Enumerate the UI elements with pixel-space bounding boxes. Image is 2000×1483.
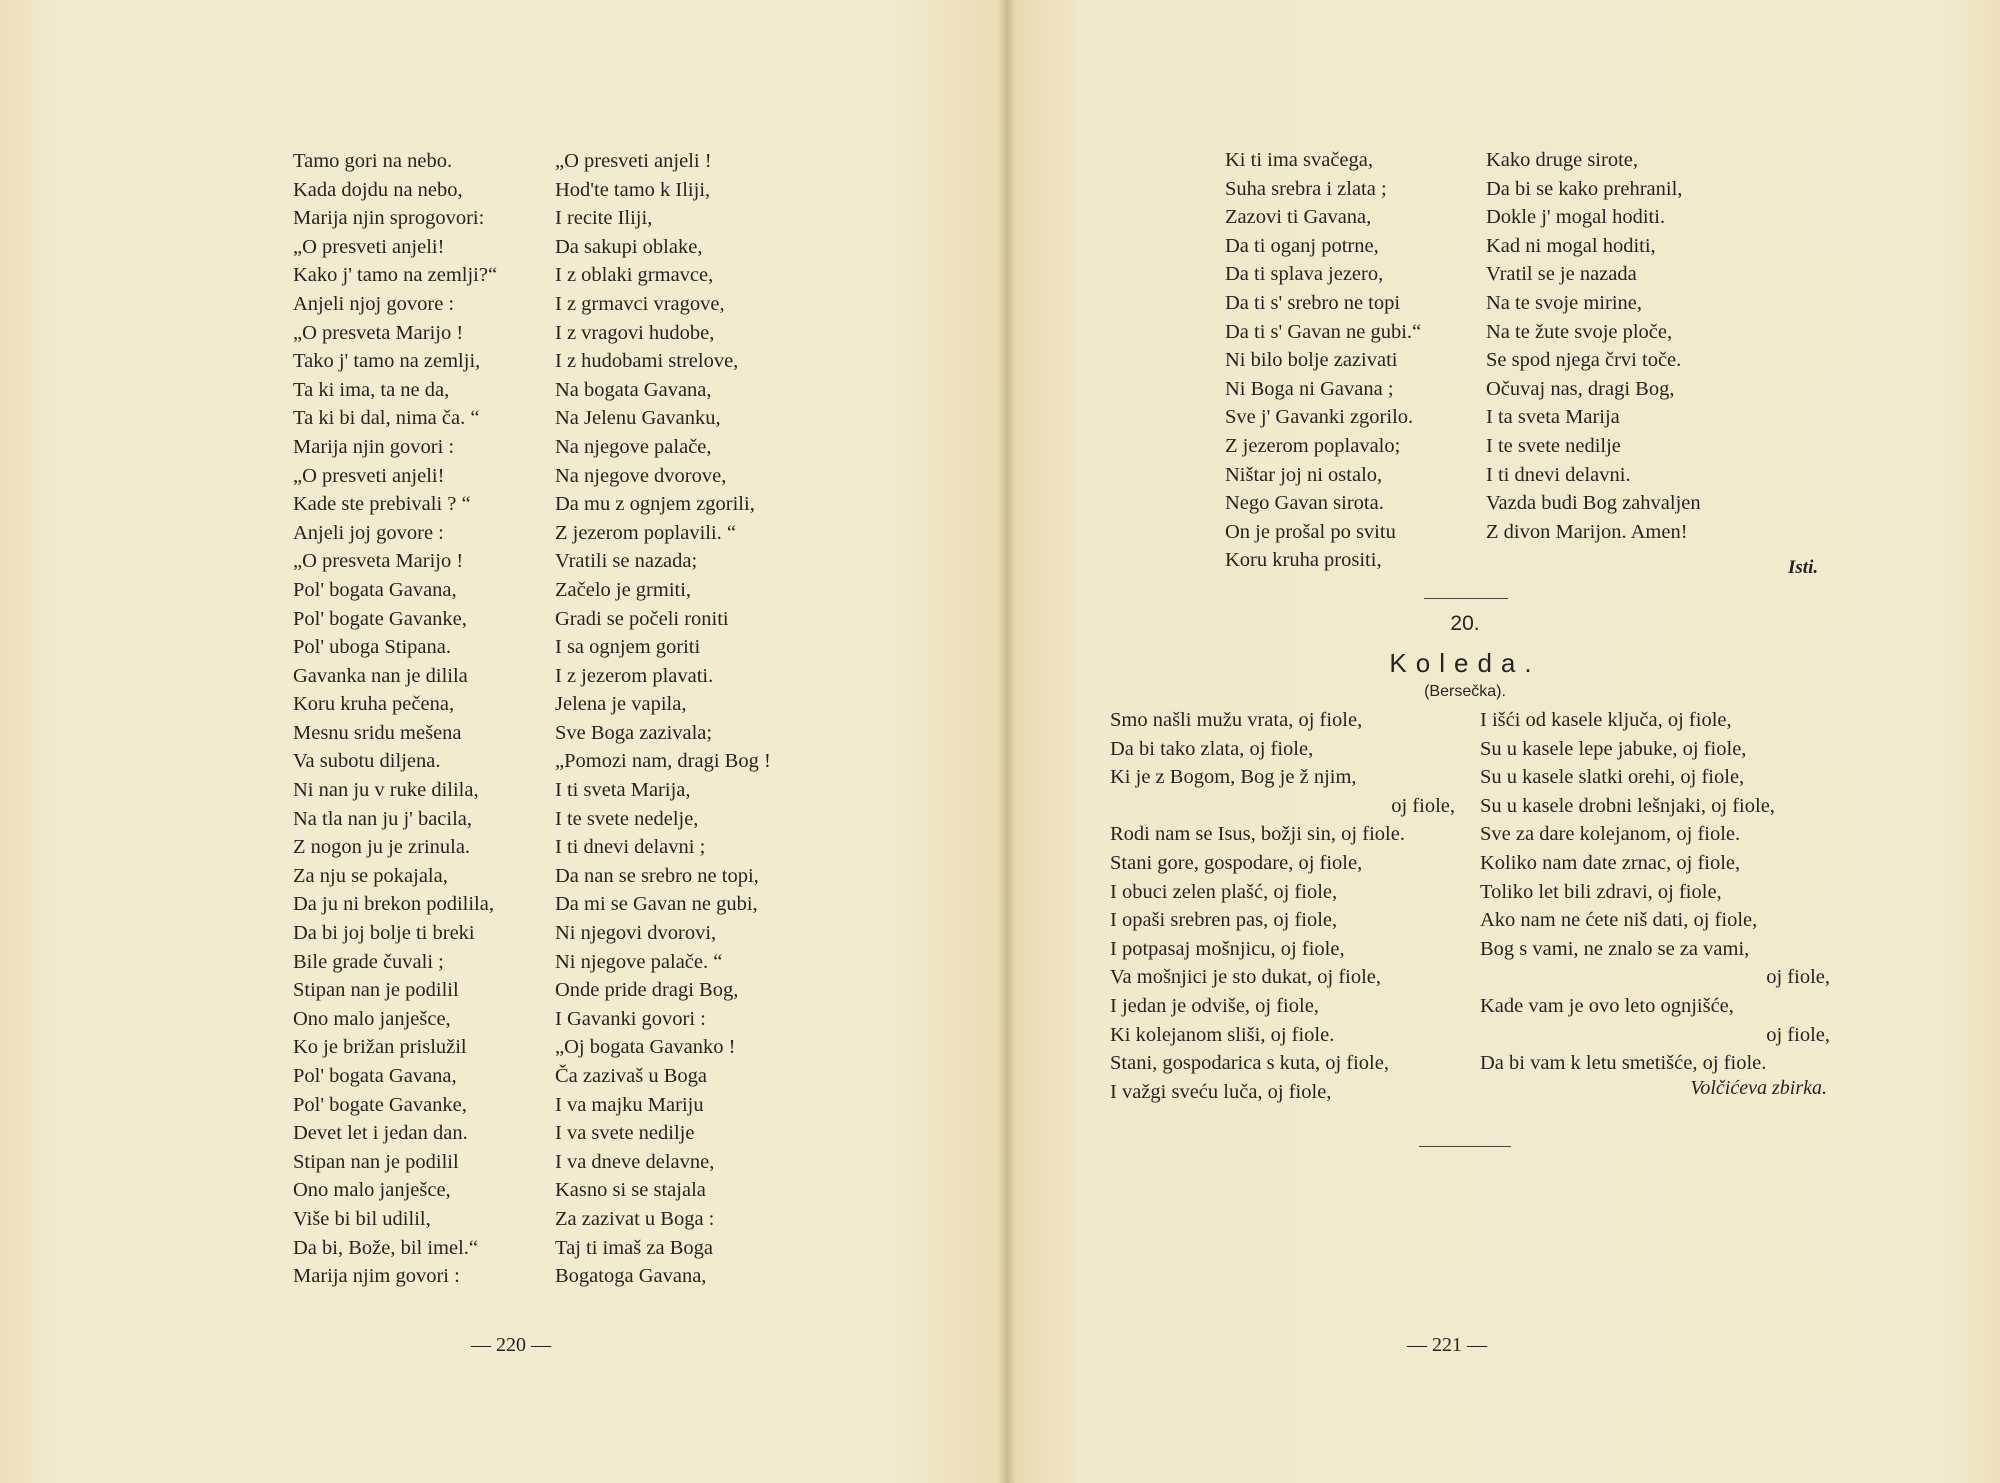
poem-line: I ti dnevi delavni ;: [555, 836, 706, 859]
poem-line: I jedan je odviše, oj fiole,: [1110, 994, 1319, 1017]
poem-line: Da bi tako zlata, oj fiole,: [1110, 737, 1314, 760]
poem-line: Za nju se pokajala,: [293, 864, 448, 887]
poem-line: I va dneve delavne,: [555, 1150, 715, 1173]
poem-line: Začelo je grmiti,: [555, 578, 692, 601]
poem-line: Marija njin sprogovori:: [293, 207, 485, 230]
left-poem-column-2: [555, 147, 840, 1291]
poem-line: Gradi se počeli roniti: [555, 607, 729, 630]
poem-line: Tako j' tamo na zemlji,: [293, 350, 481, 373]
poem-line: Kada dojdu na nebo,: [293, 178, 463, 201]
right-poem-column-2: [1486, 146, 1776, 546]
poem-line: I potpasaj mošnjicu, oj fiole,: [1110, 937, 1345, 960]
poem-line: I Gavanki govori :: [555, 1007, 706, 1030]
poem-line: Mesnu sridu mešena: [293, 721, 462, 744]
left-poem-column-1: [293, 147, 548, 1291]
poem-line: Su u kasele lepe jabuke, oj fiole,: [1480, 737, 1747, 760]
right-poem-column-1: [1225, 146, 1480, 575]
poem-line: I recite Iliji,: [555, 207, 653, 230]
poem-line: Stani gore, gospodare, oj fiole,: [1110, 851, 1363, 874]
poem-line: Vratili se nazada;: [555, 550, 698, 573]
poem-line: Koru kruha prositi,: [1225, 549, 1382, 572]
poem-line: Dokle j' mogal hoditi.: [1486, 206, 1666, 229]
poem-line: I va majku Mariju: [555, 1093, 704, 1116]
poem-line: Nego Gavan sirota.: [1225, 492, 1384, 515]
poem-line: Na bogata Gavana,: [555, 378, 712, 401]
poem-line: I obuci zelen plašć, oj fiole,: [1110, 880, 1338, 903]
poem-line: Koru kruha pečena,: [293, 693, 455, 716]
poem-line: Ta ki ima, ta ne da,: [293, 378, 450, 401]
poem-line: Da bi se kako prehranil,: [1486, 177, 1683, 200]
poem-line: Z jezerom poplavili. “: [555, 521, 737, 544]
poem-line: Devet let i jedan dan.: [293, 1122, 468, 1145]
poem-line: Ni Boga ni Gavana ;: [1225, 377, 1394, 400]
poem-line: Va mošnjici je sto dukat, oj fiole,: [1110, 966, 1382, 989]
poem-line: Da ti splava jezero,: [1225, 263, 1384, 286]
poem-line: oj fiole,: [1391, 794, 1455, 817]
poem-line: Rodi nam se Isus, božji sin, oj fiole.: [1110, 823, 1405, 846]
poem-line: I te svete nedelje,: [555, 807, 699, 830]
poem-line: Bogatoga Gavana,: [555, 1265, 707, 1288]
poem-line: Onde pride dragi Bog,: [555, 979, 739, 1002]
poem-line: Gavanka nan je dilila: [293, 664, 468, 687]
poem-line: Bile grade čuvali ;: [293, 950, 444, 973]
poem-line: Z nogon ju je zrinula.: [293, 836, 471, 859]
poem-line: „O presveta Marijo !: [293, 550, 464, 573]
poem-line: I z grmavci vragove,: [555, 292, 725, 315]
poem-line: Da ti oganj potrne,: [1225, 234, 1379, 257]
poem-line: I sa ognjem goriti: [555, 636, 701, 659]
poem-line: Ki je z Bogom, Bog je ž njim,: [1110, 766, 1357, 789]
poem-line: Su u kasele drobni lešnjaki, oj fiole,: [1480, 794, 1775, 817]
poem-line: Da ju ni brekon podilila,: [293, 893, 494, 916]
poem-line: Anjeli joj govore :: [293, 521, 444, 544]
poem-line: Ki kolejanom sliši, oj fiole.: [1110, 1023, 1335, 1046]
page-number-right: — 221 —: [1407, 1334, 1487, 1356]
poem-line: I ti sveta Marija,: [555, 779, 691, 802]
poem-line: I opaši srebren pas, oj fiole,: [1110, 909, 1338, 932]
poem-line: Ono malo janješce,: [293, 1007, 451, 1030]
poem-line: Jelena je vapila,: [555, 693, 687, 716]
poem-line: Pol' bogate Gavanke,: [293, 607, 467, 630]
poem-line: Da mi se Gavan ne gubi,: [555, 893, 758, 916]
poem-line: Kad ni mogal hoditi,: [1486, 234, 1656, 257]
poem-line: oj fiole,: [1766, 966, 1830, 989]
poem-line: Z divon Marijon. Amen!: [1486, 520, 1688, 543]
poem-line: Stipan nan je podilil: [293, 979, 459, 1002]
poem-line: Da bi vam k letu smetišće, oj fiole.: [1480, 1052, 1767, 1075]
poem-line: Za zazivat u Boga :: [555, 1207, 715, 1230]
poem-line: Ako nam ne ćete niš dati, oj fiole,: [1480, 909, 1758, 932]
poem-line: Vazda budi Bog zahvaljen: [1486, 492, 1701, 515]
poem-subtitle: (Bersečka).: [1424, 683, 1506, 700]
poem-line: Hod'te tamo k Iliji,: [555, 178, 711, 201]
poem-line: Kasno si se stajala: [555, 1179, 706, 1202]
poem-line: Kako j' tamo na zemlji?“: [293, 264, 498, 287]
poem-line: Kade vam je ovo leto ognjišće,: [1480, 994, 1734, 1017]
poem-line: I z oblaki grmavce,: [555, 264, 714, 287]
poem-line: I ta sveta Marija: [1486, 406, 1620, 429]
poem-line: Marija njin govori :: [293, 435, 455, 458]
poem-line: oj fiole,: [1766, 1023, 1830, 1046]
page-number-left: — 220 —: [471, 1334, 551, 1356]
poem-line: Ta ki bi dal, nima ča. “: [293, 407, 480, 430]
poem-line: Na njegove palače,: [555, 435, 712, 458]
source-attribution: Volčićeva zbirka.: [1690, 1077, 1827, 1099]
poem-line: „O presveti anjeli!: [293, 235, 445, 258]
poem-line: Da ti s' srebro ne topi: [1225, 291, 1401, 314]
poem-line: I z hudobami strelove,: [555, 350, 739, 373]
book-gutter: [998, 0, 1016, 1483]
poem-number: 20.: [1450, 612, 1480, 635]
poem-line: Očuvaj nas, dragi Bog,: [1486, 377, 1675, 400]
poem-author-signature: Isti.: [1788, 557, 1819, 578]
poem-line: Suha srebra i zlata ;: [1225, 177, 1387, 200]
poem-line: Ni njegove palače. “: [555, 950, 723, 973]
poem-line: I išći od kasele ključa, oj fiole,: [1480, 709, 1732, 731]
poem-line: „O presveta Marijo !: [293, 321, 464, 344]
poem-line: Da sakupi oblake,: [555, 235, 703, 258]
poem-line: Pol' bogata Gavana,: [293, 578, 457, 601]
koleda-column-2: [1480, 706, 1830, 1078]
poem-line: Više bi bil udilil,: [293, 1207, 431, 1230]
poem-line: Na tla nan ju j' bacila,: [293, 807, 473, 830]
poem-line: Ni nan ju v ruke dilila,: [293, 779, 479, 802]
poem-line: Na njegove dvorove,: [555, 464, 727, 487]
poem-line: Ki ti ima svačega,: [1225, 149, 1374, 171]
poem-line: Da ti s' Gavan ne gubi.“: [1225, 320, 1422, 343]
poem-line: Pol' bogate Gavanke,: [293, 1093, 467, 1116]
poem-line: Ko je brižan prislužil: [293, 1036, 467, 1059]
poem-line: Taj ti imaš za Boga: [555, 1236, 713, 1259]
poem-line: Stipan nan je podilil: [293, 1150, 459, 1173]
poem-line: Ništar joj ni ostalo,: [1225, 463, 1383, 486]
poem-line: Tamo gori na nebo.: [293, 150, 453, 172]
poem-line: Na te svoje mirine,: [1486, 291, 1642, 314]
koleda-column-1: [1110, 706, 1455, 1106]
poem-line: Ni njegovi dvorovi,: [555, 922, 717, 945]
poem-line: „Oj bogata Gavanko !: [555, 1036, 736, 1059]
poem-line: Marija njim govori :: [293, 1265, 460, 1288]
poem-line: Da bi joj bolje ti breki: [293, 922, 475, 945]
poem-line: Na Jelenu Gavanku,: [555, 407, 721, 430]
poem-line: Da mu z ognjem zgorili,: [555, 493, 755, 516]
section-divider: [1424, 598, 1508, 599]
section-end-divider: [1419, 1146, 1511, 1147]
poem-line: Ni bilo bolje zazivati: [1225, 349, 1398, 372]
poem-line: Kako druge sirote,: [1486, 149, 1638, 171]
poem-line: Ča zazivaš u Boga: [555, 1065, 707, 1087]
poem-line: On je prošal po svitu: [1225, 520, 1396, 543]
poem-line: Sve j' Gavanki zgorilo.: [1225, 406, 1414, 429]
poem-line: Pol' uboga Stipana.: [293, 636, 452, 659]
poem-line: I te svete nedilje: [1486, 434, 1621, 457]
poem-line: Smo našli mužu vrata, oj fiole,: [1110, 709, 1363, 731]
poem-line: Sve za dare kolejanom, oj fiole.: [1480, 823, 1741, 846]
poem-line: I važgi sveću luča, oj fiole,: [1110, 1080, 1332, 1103]
poem-line: Na te žute svoje ploče,: [1486, 320, 1673, 343]
poem-line: Va subotu diljena.: [293, 750, 441, 773]
poem-line: Ono malo janješce,: [293, 1179, 451, 1202]
poem-line: Stani, gospodarica s kuta, oj fiole,: [1110, 1052, 1389, 1075]
poem-title: Koleda.: [1389, 648, 1541, 678]
poem-line: I ti dnevi delavni.: [1486, 463, 1631, 486]
poem-line: Da bi, Bože, bil imel.“: [293, 1236, 479, 1259]
poem-line: I z jezerom plavati.: [555, 664, 714, 687]
poem-line: Pol' bogata Gavana,: [293, 1065, 457, 1087]
poem-line: „O presveti anjeli!: [293, 464, 445, 487]
poem-line: „O presveti anjeli !: [555, 150, 712, 172]
poem-line: Se spod njega črvi toče.: [1486, 349, 1682, 372]
poem-line: I va svete nedilje: [555, 1122, 695, 1145]
poem-line: „Pomozi nam, dragi Bog !: [555, 750, 771, 773]
poem-line: Su u kasele slatki orehi, oj fiole,: [1480, 766, 1745, 789]
poem-line: Anjeli njoj govore :: [293, 292, 455, 315]
poem-line: Sve Boga zazivala;: [555, 721, 713, 744]
poem-line: Zazovi ti Gavana,: [1225, 206, 1372, 229]
poem-line: Z jezerom poplavalo;: [1225, 434, 1401, 457]
poem-line: Koliko nam date zrnac, oj fiole,: [1480, 851, 1741, 874]
poem-line: I z vragovi hudobe,: [555, 321, 715, 344]
poem-line: Da nan se srebro ne topi,: [555, 864, 759, 887]
poem-line: Kade ste prebivali ? “: [293, 493, 471, 516]
poem-line: Vratil se je nazada: [1486, 263, 1637, 286]
poem-line: Bog s vami, ne znalo se za vami,: [1480, 937, 1750, 960]
poem-line: Toliko let bili zdravi, oj fiole,: [1480, 880, 1722, 903]
